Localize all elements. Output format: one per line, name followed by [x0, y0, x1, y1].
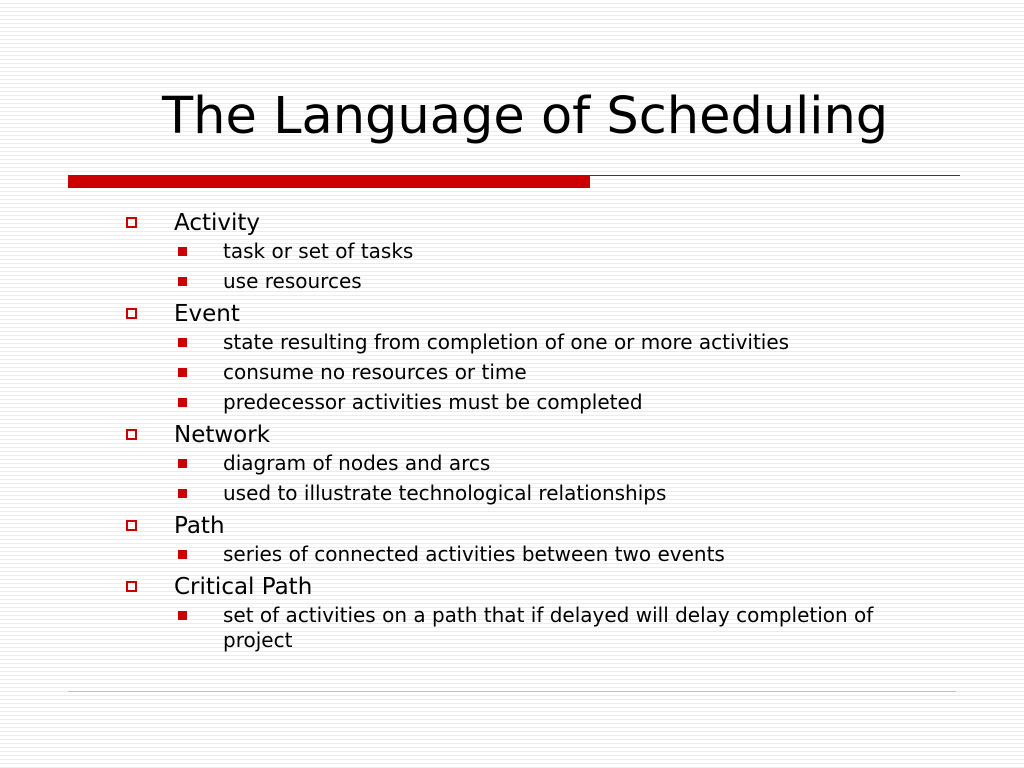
filled-square-bullet-icon: [178, 611, 187, 620]
sub-item-label: consume no resources or time: [223, 360, 527, 384]
sub-item: [0, 239, 983, 269]
filled-square-bullet-icon: [178, 247, 187, 256]
sub-item: [0, 330, 983, 360]
hollow-square-bullet-icon: [126, 581, 137, 592]
list-item-label: Network: [174, 422, 271, 448]
list-item-label: Critical Path: [174, 574, 313, 600]
slide-title: The Language of Scheduling: [162, 87, 889, 146]
sub-item: [0, 542, 983, 572]
title-underline-thin: [590, 175, 960, 176]
filled-square-bullet-icon: [178, 459, 187, 468]
sub-item-label: state resulting from completion of one or more activities: [223, 330, 790, 354]
sub-item-label: used to illustrate technological relationships: [223, 481, 667, 505]
hollow-square-bullet-icon: [126, 308, 137, 319]
sub-item: [0, 360, 983, 390]
sub-item-label: set of activities on a path that if delayed will delay completion of project: [223, 603, 874, 652]
hollow-square-bullet-icon: [126, 429, 137, 440]
filled-square-bullet-icon: [178, 338, 187, 347]
sub-item: [0, 269, 983, 299]
hollow-square-bullet-icon: [126, 217, 137, 228]
list-item-event: [0, 299, 1024, 330]
list-item-label: Path: [174, 513, 225, 539]
sub-item: [0, 390, 983, 420]
list-item-critical-path: [0, 572, 1024, 603]
bullet-list: [0, 208, 1024, 658]
sub-item-label: series of connected activities between two events: [223, 542, 725, 566]
list-item-activity: [0, 208, 1024, 239]
list-item-label: Activity: [174, 210, 261, 236]
hollow-square-bullet-icon: [126, 520, 137, 531]
list-item-label: Event: [174, 301, 240, 327]
sub-item-label: task or set of tasks: [223, 239, 414, 263]
filled-square-bullet-icon: [178, 489, 187, 498]
sub-item-label: predecessor activities must be completed: [223, 390, 643, 414]
sub-item: [0, 451, 983, 481]
sub-item-label: use resources: [223, 269, 362, 293]
filled-square-bullet-icon: [178, 398, 187, 407]
filled-square-bullet-icon: [178, 368, 187, 377]
footer-divider: [68, 691, 956, 692]
sub-item: [0, 481, 983, 511]
sub-item: [0, 603, 983, 658]
list-item-path: [0, 511, 1024, 542]
sub-item-label: diagram of nodes and arcs: [223, 451, 491, 475]
title-underline-thick: [68, 175, 590, 188]
filled-square-bullet-icon: [178, 277, 187, 286]
filled-square-bullet-icon: [178, 550, 187, 559]
list-item-network: [0, 420, 1024, 451]
